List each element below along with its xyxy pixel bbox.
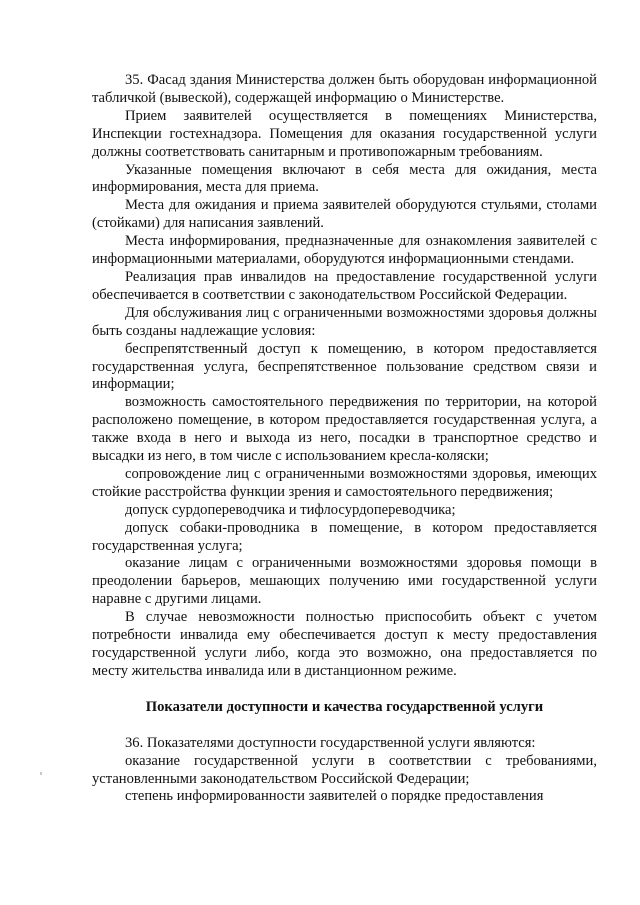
paragraph: Указанные помещения включают в себя места для ожидания, места информирования, места для приема. [92,161,597,196]
list-item: степень информированности заявителей о порядке предоставления [125,788,544,805]
list-item: возможность самостоятельного передвижения по территории, на которой расположено помещение, в котором предоставляется государственная услуга, а также входа в него и выхода из него, посадки в транспортное средство и высадки из него, в том числе с использованием кресла-коляски; [92,394,597,465]
paragraph: Места информирования, предназначенные для ознакомления заявителей с информационными материалами, оборудуются информационными стендами. [92,233,597,268]
paragraph: Места для ожидания и приема заявителей оборудуются стульями, столами (стойками) для написания заявлений. [92,197,597,232]
paragraph: 35. Фасад здания Министерства должен быть оборудован информационной табличкой (вывеской), содержащей информацию о Министерстве. [92,72,597,106]
list-item: допуск собаки-проводника в помещение, в котором предоставляется государственная услуга; [92,519,597,554]
list-item: оказание лицам с ограниченными возможностями здоровья помощи в преодолении барьеров, мешающих получению ими государственной услуги наравне с другими лицами. [92,555,597,608]
document-page [92,72,597,806]
list-item: допуск сурдопереводчика и тифлосурдопереводчика; [125,501,456,518]
list-item: сопровождение лиц с ограниченными возможностями здоровья, имеющих стойкие расстройства функции зрения и самостоятельного передвижения; [92,465,597,500]
paragraph: Реализация прав инвалидов на предоставление государственной услуги обеспечивается в соответствии с законодательством Российской Федерации. [92,268,597,303]
paragraph: Прием заявителей осуществляется в помещениях Министерства, Инспекции гостехнадзора. Помещения для оказания государственной услуги должны соответствовать санитарным и противопожарным требованиям. [92,107,597,160]
paragraph: 36. Показателями доступности государственной услуги являются: [125,734,536,751]
paragraph: В случае невозможности полностью приспособить объект с учетом потребности инвалида ему обеспечивается доступ к месту предоставления государственной услуги либо, когда это возможно, она предоставляется по месту жительства инвалида или в дистанционном режиме. [92,609,597,679]
list-item: беспрепятственный доступ к помещению, в котором предоставляется государственная услуга, беспрепятственное пользование средством связи и информации; [92,340,597,393]
list-item: оказание государственной услуги в соответствии с требованиями, установленными законодательством Российской Федерации; [92,752,597,787]
scan-mark [40,772,42,775]
paragraph: Для обслуживания лиц с ограниченными возможностями здоровья должны быть созданы надлежащие условия: [92,304,597,339]
section-heading: Показатели доступности и качества государственной услуги [145,698,544,715]
